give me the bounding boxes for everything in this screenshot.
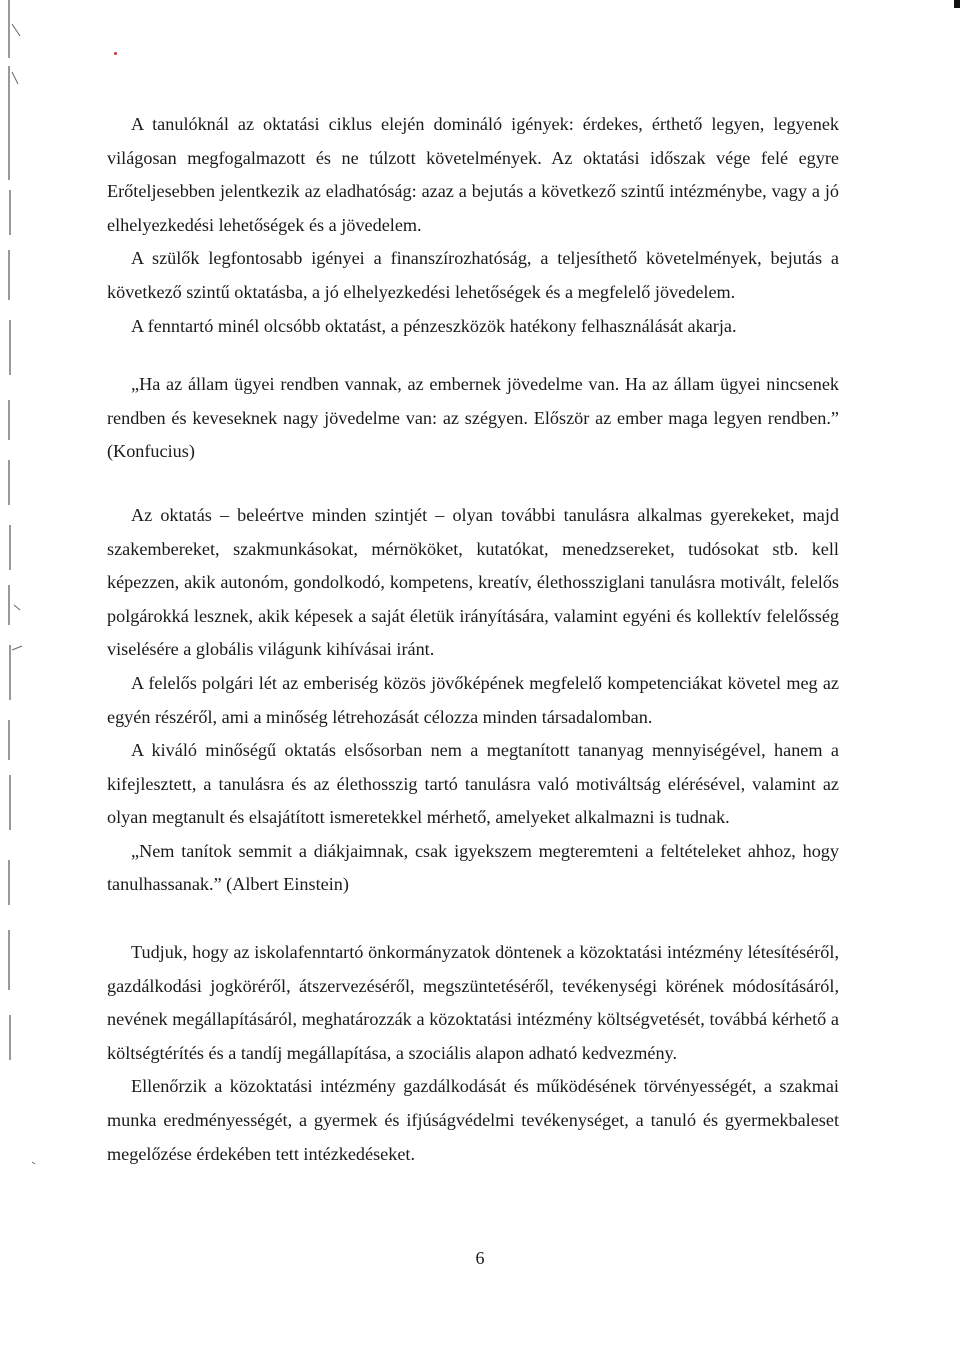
paragraph-responsible-citizenship: A felelős polgári lét az emberiség közös jövőképének megfelelő kompetenciákat követel meg az egyén részéről, ami a minőség létrehozását célozza minden társadalomban. (107, 672, 839, 727)
document-body (107, 108, 839, 1171)
scan-corner-mark (954, 0, 960, 8)
paragraph-municipal-oversight: Ellenőrzik a közoktatási intézmény gazdálkodását és működésének törvényességét, a szakmai munka eredményességét, a gyermek és ifjúságvédelmi tevékenységet, a tanuló és gyermekbaleset megelőzése érdekében tett intézkedéseket. (107, 1076, 839, 1164)
quote-einstein: „Nem tanítok semmit a diákjaimnak, csak igyekszem megteremteni a feltételeket ahhoz, hogy tanulhassanak.” (Albert Einstein) (107, 840, 839, 895)
scan-dot-mark (114, 52, 117, 55)
scan-edge-lines (0, 0, 40, 1347)
paragraph-quality-education: A kiváló minőségű oktatás elsősorban nem a megtanított tananyag mennyiségével, hanem a kifejlesztett, a tanulásra és az élethosszig tartó tanulásra való motiváltság elérésével, valamint az olyan megtanult és elsajátított ismeretekkel mérhető, amelyeket alkalmazni is tudnak. (107, 740, 839, 828)
paragraph-maintainer-needs: A fenntartó minél olcsóbb oktatást, a pénzeszközök hatékony felhasználását akarja. (131, 315, 737, 336)
paragraph-municipal-decisions: Tudjuk, hogy az iskolafenntartó önkormányzatok döntenek a közoktatási intézmény létesítéséről, gazdálkodási jogköréről, átszervezéséről, megszüntetéséről, tevékenységi körének módosításáról, nevének megállapításáról, meghatározzák a közoktatási intézmény költségvetését, továbbá kérhető a költségtérítés és a tandíj megállapítása, a szociális alapon adható kedvezmény. (107, 942, 839, 1063)
quote-confucius: „Ha az állam ügyei rendben vannak, az embernek jövedelme van. Ha az állam ügyei nincsenek rendben és keveseknek nagy jövedelme van: az szégyen. Először az ember maga legyen rendben.” (Konfucius) (107, 374, 839, 462)
scan-binding-marks (0, 0, 40, 1347)
paragraph-parent-needs: A szülők legfontosabb igényei a finanszírozhatóság, a teljesíthető követelmények, bejutás a következő szintű oktatásba, a jó elhelyezkedési lehetőségek és a megfelelő jövedelem. (107, 248, 839, 302)
paragraph-student-needs: A tanulóknál az oktatási ciklus elején domináló igények: érdekes, érthető legyen, legyenek világosan megfogalmazott és ne túlzott követelmények. Az oktatási időszak vége felé egyre Erőteljesebben jelentkezik az eladhatóság: azaz a bejutás a következő szintű intézménybe, vagy a jó elhelyezkedési lehetőségek és a jövedelem. (107, 114, 839, 235)
page-number: 6 (475, 1248, 485, 1268)
paragraph-education-goal: Az oktatás – beleértve minden szintjét – olyan további tanulásra alkalmas gyerekeket, majd szakembereket, szakmunkásokat, mérnököket, kutatókat, menedzsereket, tudósokat stb. kell képezzen, akik autonóm, gondolkodó, kompetens, kreatív, élethossziglani tanulásra motivált, felelős polgárokká lesznek, akik képesek a saját életük irányítására, valamint egyéni és kollektív felelősség viselésére a globális világunk kihívásai iránt. (107, 504, 839, 660)
